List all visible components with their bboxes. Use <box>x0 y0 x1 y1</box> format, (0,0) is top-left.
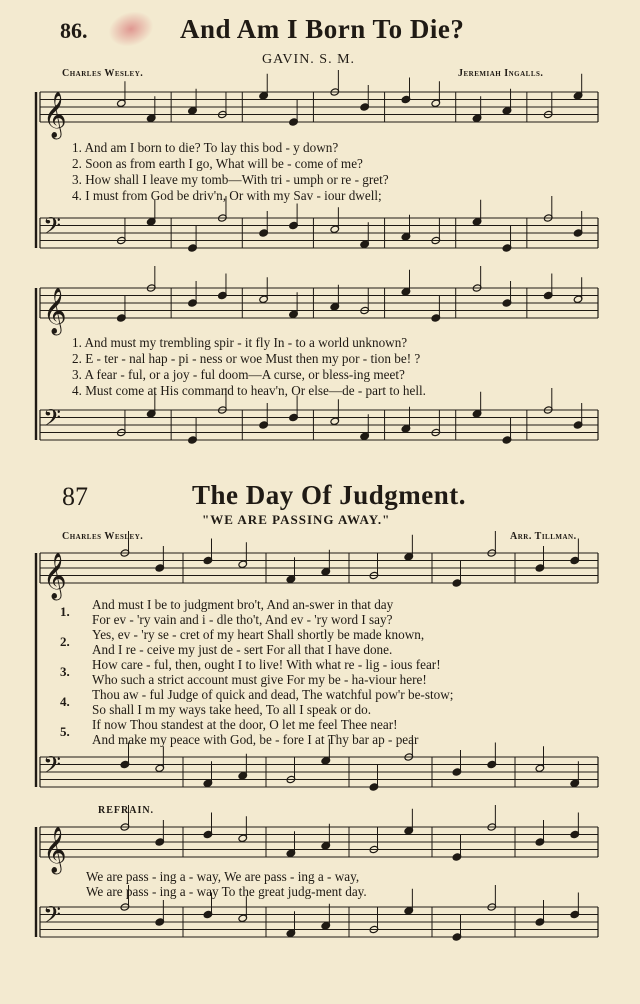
lyric-line: 1. And must my trembling spir - it fly In - to a world unknown? <box>72 335 408 350</box>
refrain-line: We are pass - ing a - way, We are pass - ing a - way, <box>86 869 360 884</box>
lyric-line: 4. I must from God be driv'n, Or with my Sav - iour dwell; <box>72 188 382 203</box>
lyric-line: And must I be to judgment bro't, And an-swer in that day <box>92 597 394 612</box>
lyric-line: Who such a strict account must give For my be - ha-viour here! <box>92 672 427 687</box>
bass-clef: 𝄢 <box>43 751 62 784</box>
lyric-line: 4. Must come at His command to heav'n, Or else—de - part to hell. <box>72 383 426 398</box>
lyric-line: 3. How shall I leave my tomb—With tri - umph or re - gret? <box>72 172 389 187</box>
verse-number: 1. <box>60 604 70 619</box>
bass-clef: 𝄢 <box>43 901 62 934</box>
hymn-86-title: And Am I Born To Die? <box>180 14 465 44</box>
hymn-86-words-credit: Charles Wesley. <box>62 68 144 79</box>
hymn-86-tune: GAVIN. S. M. <box>262 52 356 67</box>
lyric-line: And I re - ceive my just de - sert For all that I have done. <box>92 642 393 657</box>
treble-clef: 𝄞 <box>43 288 67 334</box>
refrain-line: We are pass - ing a - way To the great judg-ment day. <box>86 884 367 899</box>
lyric-line: 2. Soon as from earth I go, What will be - come of me? <box>72 156 363 171</box>
hymn-87-music-credit: Arr. Tillman. <box>510 531 577 542</box>
treble-clef: 𝄞 <box>43 553 67 599</box>
hymn-87-number: 87 <box>62 482 88 511</box>
hymn-87-subtitle: "WE ARE PASSING AWAY." <box>202 512 391 527</box>
lyric-line: If now Thou standest at the door, O let me feel Thee near! <box>92 717 398 732</box>
lyric-line: For ev - 'ry vain and i - dle tho't, And ev - 'ry word I say? <box>92 612 393 627</box>
verse-number: 4. <box>60 694 70 709</box>
lyric-line: 2. E - ter - nal hap - pi - ness or woe Must then my por - tion be! ? <box>72 351 421 366</box>
bass-clef: 𝄢 <box>43 212 62 245</box>
hymn-86-music-credit: Jeremiah Ingalls. <box>458 68 544 79</box>
treble-clef: 𝄞 <box>43 92 67 138</box>
hymn-87-title: The Day Of Judgment. <box>192 480 467 510</box>
lyric-line: 1. And am I born to die? To lay this bod - y down? <box>72 140 339 155</box>
hymn-87-words-credit: Charles Wesley. <box>62 531 144 542</box>
lyric-line: 3. A fear - ful, or a joy - ful doom—A curse, or bless-ing meet? <box>72 367 405 382</box>
treble-clef: 𝄞 <box>43 827 67 873</box>
hymn-86-number: 86. <box>60 18 88 43</box>
lyric-line: So shall I m my ways take heed, To all I speak or do. <box>92 702 372 717</box>
bass-clef: 𝄢 <box>43 404 62 437</box>
refrain-label: REFRAIN. <box>98 805 155 816</box>
verse-number: 5. <box>60 724 70 739</box>
lyric-line: And make my peace with God, be - fore I at Thy bar ap - pear <box>92 732 419 747</box>
lyric-line: Thou aw - ful Judge of quick and dead, The watchful pow'r be-stow; <box>92 687 454 702</box>
lyric-line: How care - ful, then, ought I to live! With what re - lig - ious fear! <box>92 657 441 672</box>
verse-number: 2. <box>60 634 70 649</box>
lyric-line: Yes, ev - 'ry se - cret of my heart Shall shortly be made known, <box>92 627 425 642</box>
verse-number: 3. <box>60 664 70 679</box>
